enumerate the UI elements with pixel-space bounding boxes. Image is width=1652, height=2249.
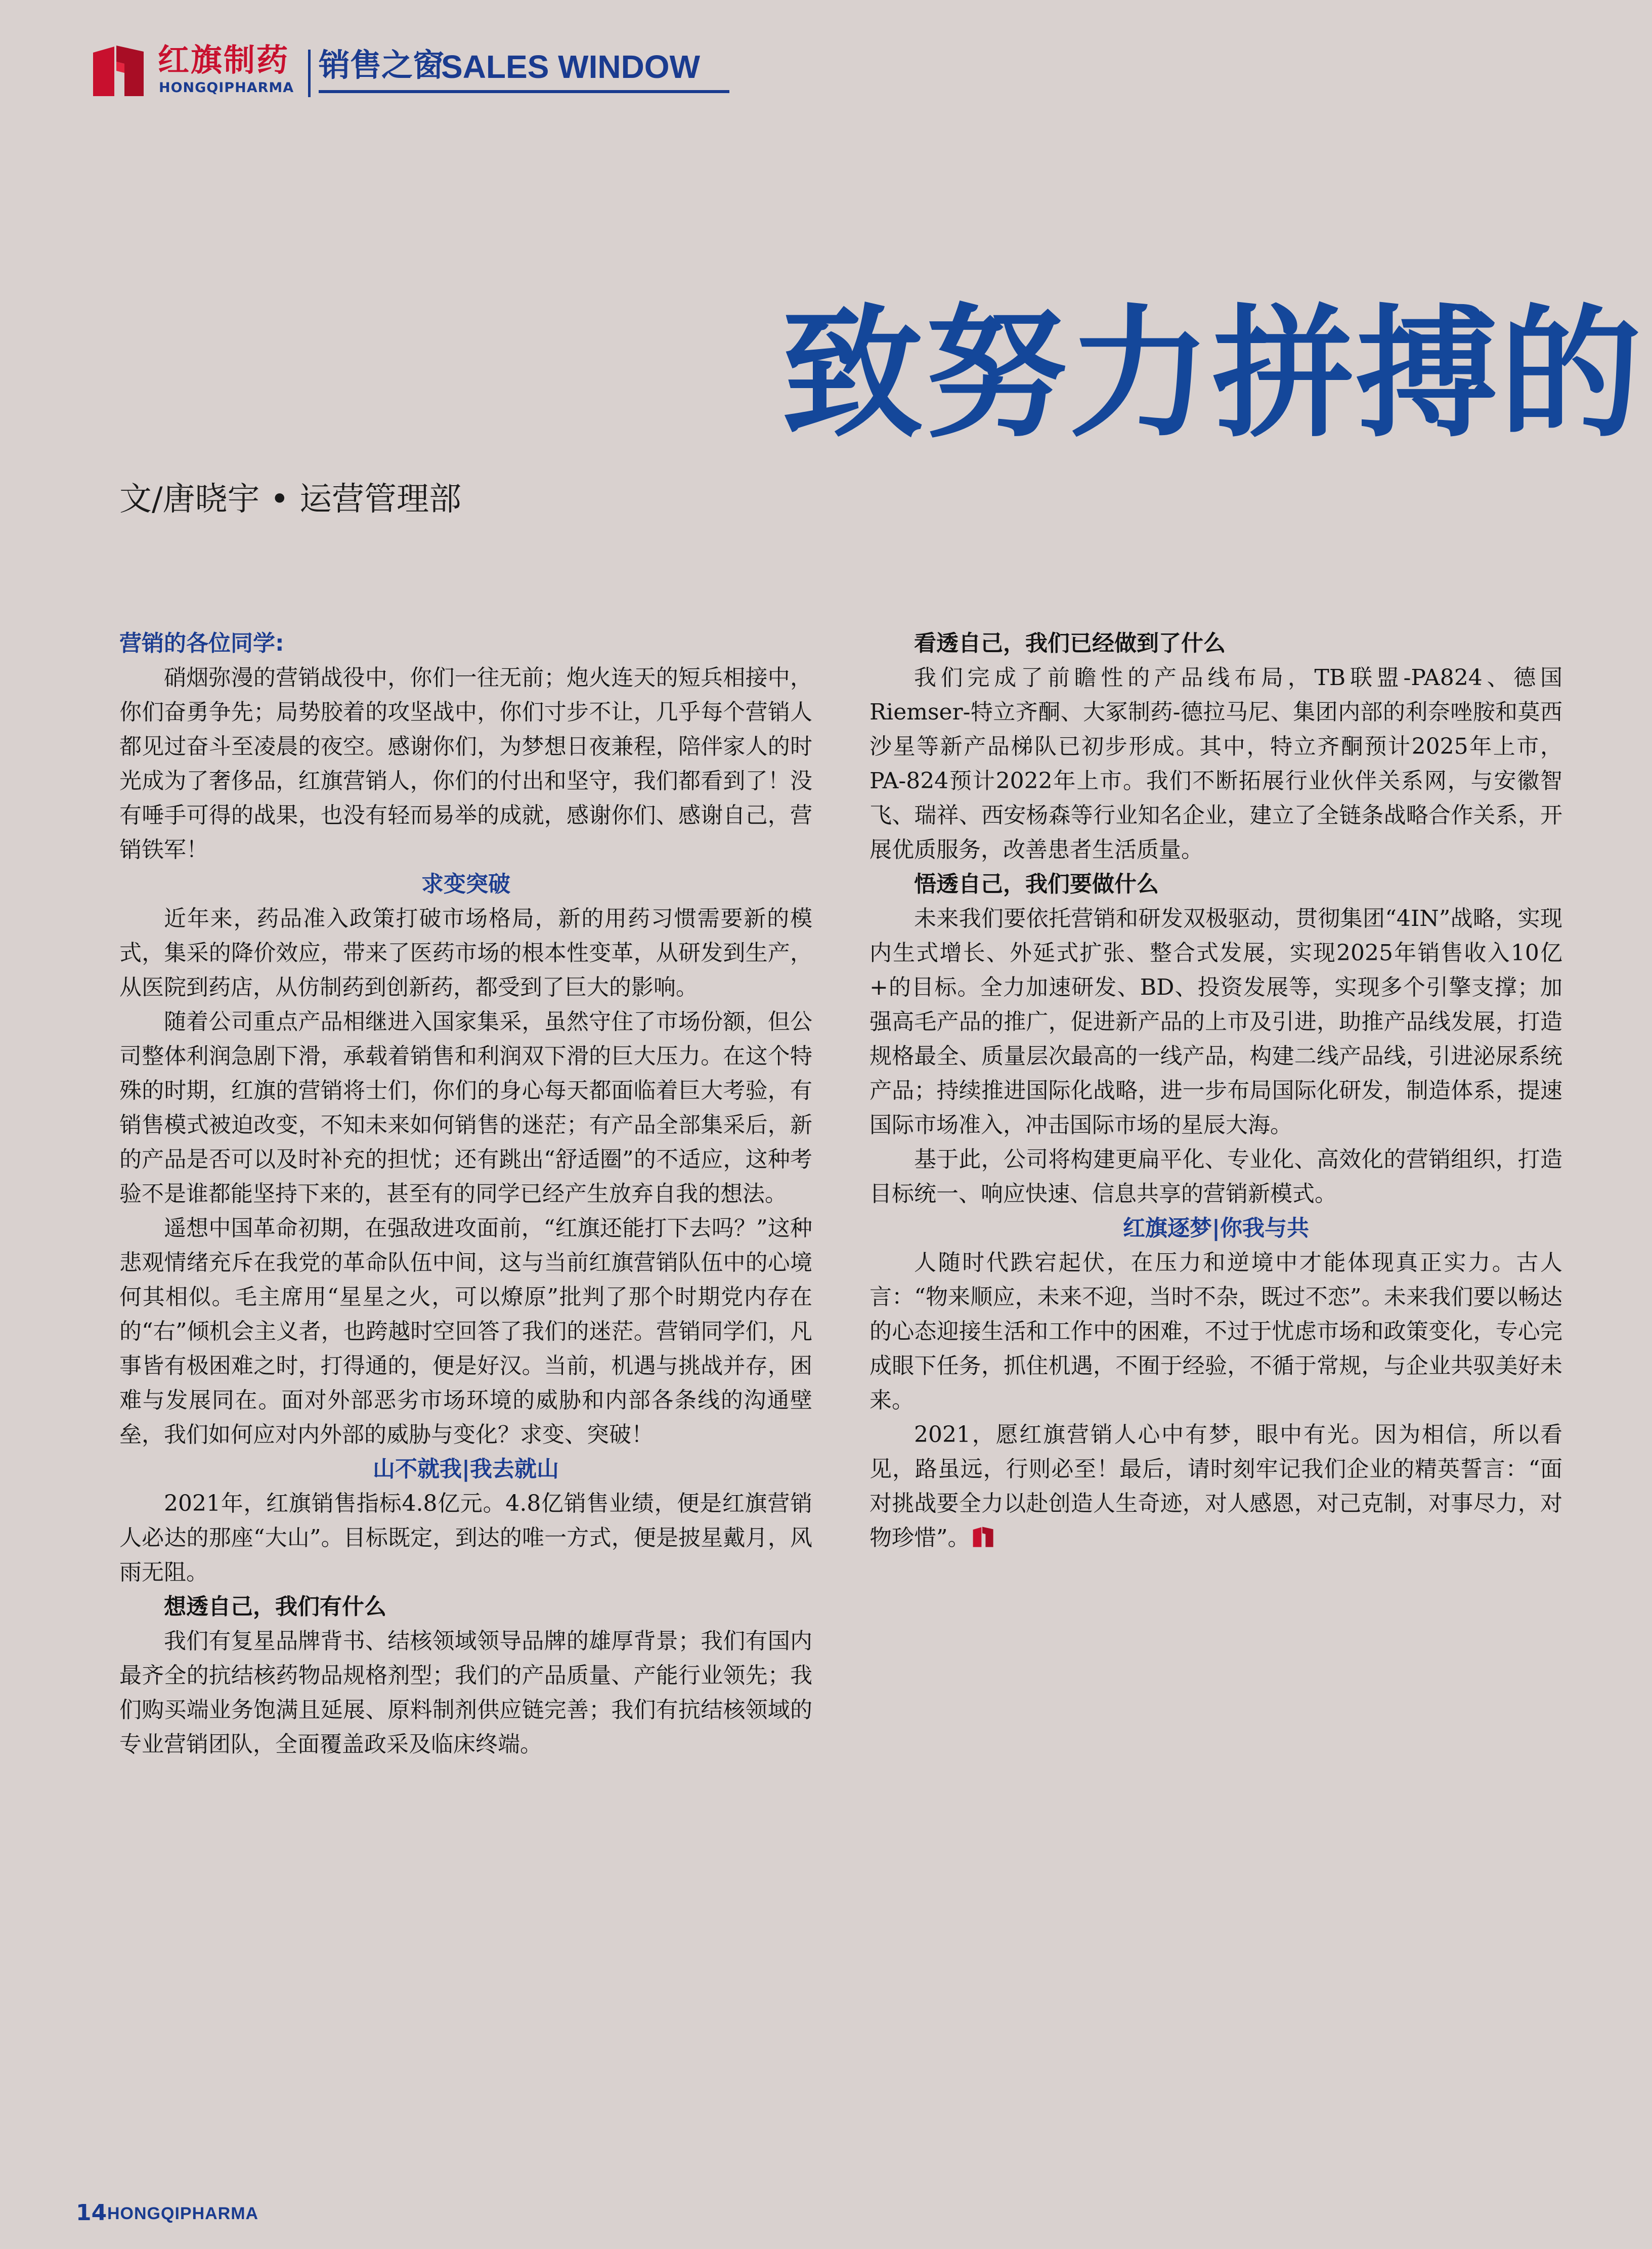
subsection-heading: 想透自己，我们有什么 (164, 1594, 386, 1620)
paragraph: 遥想中国革命初期，在强敌进攻面前，“红旗还能打下去吗？”这种悲观情绪充斥在我党的革命队伍中间，这与当前红旗营销队伍中的心境何其相似。毛主席用“星星之火，可以燎原”批判了那个时期党内存在的“右”倾机会主义者，也跨越时空回答了我们的迷茫。营销同学们，凡事皆有极困难之时，打得通的，便是好汉。当前，机遇与挑战并存，困难与发展同在。面对外部恶劣市场环境的威胁和内部各条线的沟通壁垒，我们如何应对内外部的威胁与变化？求变、突破！ (119, 1215, 812, 1448)
section-name-cn: 销售之窗 (319, 47, 445, 83)
end-logo-icon (972, 1526, 994, 1548)
section-heading: 红旗逐梦|你我与共 (1122, 1215, 1310, 1241)
paragraph: 我们完成了前瞻性的产品线布局，TB联盟-PA824、德国Riemser-特立齐酮、大冢制药-德拉马尼、集团内部的利奈唑胺和莫西沙星等新产品梯队已初步形成。其中，特立齐酮预计2025年上市，PA-824预计2022年上市。我们不断拓展行业伙伴关系网，与安徽智飞、瑞祥、西安杨森等行业知名企业，建立了全链条战略合作关系，开展优质服务，改善患者生活质量。 (870, 665, 1562, 863)
section-name-en: SALES WINDOW (441, 49, 700, 85)
article-column-left (119, 626, 812, 1762)
paragraph: 我们有复星品牌背书、结核领域领导品牌的雄厚背景；我们有国内最齐全的抗结核药物品规格剂型；我们的产品质量、产能行业领先；我们购买端业务饱满且延展、原料制剂供应链完善；我们有抗结核领域的专业营销团队，全面覆盖政采及临床终端。 (119, 1628, 812, 1757)
paragraph-closing (870, 1418, 1562, 1555)
section-heading: 山不就我|我去就山 (372, 1456, 559, 1482)
brand-name-cn: 红旗制药 (158, 41, 290, 78)
paragraph: 近年来，药品准入政策打破市场格局，新的用药习惯需要新的模式，集采的降价效应，带来了医药市场的根本性变革，从研发到生产，从医院到药店，从仿制药到创新药，都受到了巨大的影响。 (119, 906, 812, 1000)
paragraph: 未来我们要依托营销和研发双极驱动，贯彻集团“4IN”战略，实现内生式增长、外延式扩张、整合式发展，实现2025年销售收入10亿+的目标。全力加速研发、BD、投资发展等，实现多个引擎支撑；加强高毛产品的推广，促进新产品的上市及引进，助推产品线发展，打造规格最全、质量层次最高的一线产品，构建二线产品线，引进泌尿系统产品；持续推进国际化战略，进一步布局国际化研发，制造体系，提速国际市场准入，冲击国际市场的星辰大海。 (870, 906, 1562, 1138)
article-byline: 文/唐晓宇 • 运营管理部 (119, 481, 461, 518)
section-heading: 求变突破 (421, 871, 510, 897)
header-divider (308, 50, 311, 97)
footer-brand: HONGQIPHARMA (107, 2204, 259, 2223)
paragraph: 基于此，公司将构建更扁平化、专业化、高效化的营销组织，打造目标统一、响应快速、信息共享的营销新模式。 (870, 1147, 1562, 1207)
article-column-right (870, 626, 1562, 1555)
brand-name-en: HONGQIPHARMA (159, 80, 294, 96)
closing-text: 2021，愿红旗营销人心中有梦，眼中有光。因为相信，所以看见，路虽远，行则必至！最后，请时刻牢记我们企业的精英誓言：“面对挑战要全力以赴创造人生奇迹，对人感恩，对己克制，对事尽力，对物珍惜”。 (870, 1422, 1562, 1551)
hongqi-logo-icon (91, 44, 147, 99)
salutation: 营销的各位同学: (119, 630, 284, 656)
paragraph: 2021年，红旗销售指标4.8亿元。4.8亿销售业绩，便是红旗营销人必达的那座“大山”。目标既定，到达的唯一方式，便是披星戴月，风雨无阻。 (119, 1491, 812, 1585)
subsection-heading: 看透自己，我们已经做到了什么 (914, 630, 1226, 656)
page-header (0, 0, 1652, 101)
paragraph: 随着公司重点产品相继进入国家集采，虽然守住了市场份额，但公司整体利润急剧下滑，承载着销售和利润双下滑的巨大压力。在这个特殊的时期，红旗的营销将士们，你们的身心每天都面临着巨大考验，有销售模式被迫改变，不知未来如何销售的迷茫；有产品全部集采后，新的产品是否可以及时补充的担忧；还有跳出“舒适圈”的不适应，这种考验不是谁都能坚持下来的，甚至有的同学已经产生放弃自我的想法。 (119, 1009, 812, 1207)
header-underline (319, 90, 729, 93)
page-number: 14 (76, 2200, 107, 2226)
paragraph: 硝烟弥漫的营销战役中，你们一往无前；炮火连天的短兵相接中，你们奋勇争先；局势胶着的攻坚战中，你们寸步不让，几乎每个营销人都见过奋斗至凌晨的夜空。感谢你们，为梦想日夜兼程，陪伴家人的时光成为了奢侈品，红旗营销人，你们的付出和坚守，我们都看到了！没有唾手可得的战果，也没有轻而易举的成就，感谢你们、感谢自己，营销铁军！ (119, 665, 812, 863)
paragraph: 人随时代跌宕起伏，在压力和逆境中才能体现真正实力。古人言：“物来顺应，未来不迎，当时不杂，既过不恋”。未来我们要以畅达的心态迎接生活和工作中的困难，不过于忧虑市场和政策变化，专心完成眼下任务，抓住机遇，不囿于经验，不循于常规，与企业共驭美好未来。 (870, 1250, 1562, 1413)
subsection-heading: 悟透自己，我们要做什么 (914, 871, 1159, 897)
article-title: 致努力拼搏的 (781, 292, 1643, 457)
